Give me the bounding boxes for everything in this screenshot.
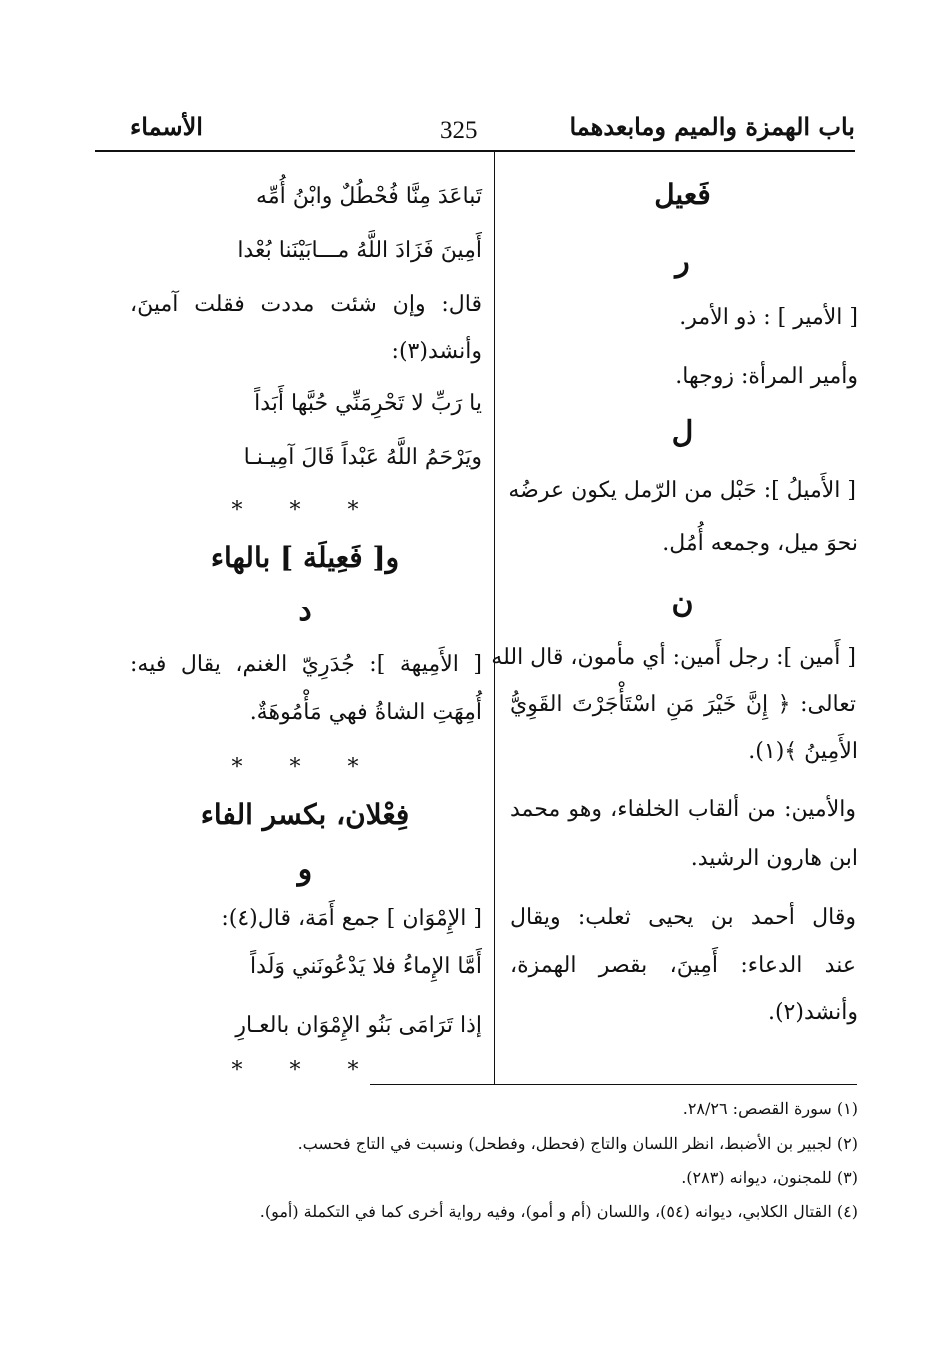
text-line-1: قال: وإن شئت مددت فقلت آمينَ، — [130, 292, 482, 317]
entry-amir: [ الأمير ] : ذو الأمر. — [679, 305, 858, 330]
separator-stars-3: * * * — [231, 1058, 379, 1083]
heading-filan: فِعْلان، بكسر الفاء — [200, 798, 410, 831]
column-divider — [494, 152, 495, 1085]
verse-1: تَباعَدَ مِنَّا فُحْطُلٌ وابْنُ أُمِّه — [256, 184, 482, 209]
chapter-title: باب الهمزة والميم ومابعدهما — [569, 112, 855, 141]
footnote-2: (٢) لجبير بن الأضبط، انظر اللسان والتاج (فحطل، وفطحل) ونسبت في التاج فحسب. — [297, 1134, 858, 1153]
entry-amir-woman: وأمير المرأة: زوجها. — [675, 364, 858, 389]
letter-dal: د — [298, 593, 312, 628]
entry-thalab-1: وقال أحمد بن يحيى ثعلب: ويقال — [510, 905, 856, 930]
verse-2: أَمِينَ فَزَادَ اللَّهُ مـــابَيْنَنا بُعْدا — [237, 238, 482, 263]
letter-ra: ر — [675, 244, 690, 279]
letter-lam: ل — [671, 415, 694, 450]
entry-amiha-2: أُمِهَتِ الشاةُ فهي مَأْمُوهَةٌ. — [249, 700, 482, 725]
separator-stars-1: * * * — [231, 498, 379, 523]
entry-amiha-1: [ الأَمِيهة ]: جُدَرِيّ الغنم، يقال فيه: — [130, 652, 482, 677]
page-number: 325 — [440, 117, 478, 144]
entry-thalab-2: عند الدعاء: أَمِينَ، بقصر الهمزة، — [510, 953, 856, 978]
text-line-2: وأنشد(٣): — [391, 339, 482, 364]
header-rule — [95, 150, 855, 152]
footnote-rule — [370, 1084, 857, 1085]
letter-nun: ن — [671, 585, 694, 620]
entry-imwan: [ الإِمْوَان ] جمع أَمَة، قال(٤): — [221, 906, 482, 931]
entry-amil-1: [ الأَميلُ ]: حَبْل من الرّمل يكون عرضُه — [508, 478, 856, 503]
entry-amin-2: تعالى: ﴿ إِنَّ خَيْرَ مَنِ اسْتَأْجَرْتَ القَوِيُّ — [510, 692, 856, 717]
verse-3: يا رَبِّ لا تَحْرِمَنِّي حُبَّها أَبَداً — [254, 391, 482, 416]
entry-thalab-3: وأنشد(٢). — [767, 1000, 858, 1025]
footnote-1: (١) سورة القصص: ٢٨/٢٦. — [682, 1099, 858, 1118]
heading-faeela: و[ فَعِيلَة ] بالهاء — [210, 541, 400, 574]
entry-amil-2: نحوَ ميل، وجمعه أُمُل. — [662, 531, 858, 556]
verse-4: ويَرْحَمُ اللَّهُ عَبْداً قَالَ آمِيـنـا — [243, 445, 482, 470]
section-title: الأسماء — [130, 112, 203, 141]
footnote-3: (٣) للمجنون، ديوانه (٢٨٣). — [681, 1168, 858, 1187]
footnote-4: (٤) القتال الكلابي، ديوانه (٥٤)، واللسان (أم و أمو)، وفيه رواية أخرى كما في التكملة (أمو). — [259, 1202, 858, 1221]
verse-6: إذا تَرَامَى بَنُو الإِمْوَان بالعـارِ — [235, 1013, 482, 1038]
separator-stars-2: * * * — [231, 755, 379, 780]
entry-alamin-1: والأمين: من ألقاب الخلفاء، وهو محمد — [510, 797, 856, 822]
entry-alamin-2: ابن هارون الرشيد. — [690, 846, 858, 871]
letter-waw: و — [297, 852, 313, 887]
heading-faeel: فَعيل — [654, 178, 711, 211]
entry-amin-3: الأَمِينُ ﴾(١). — [748, 739, 858, 764]
entry-amin-1: [ أَمين ]: رجل أَمين: أي مأمون، قال الله — [491, 645, 856, 670]
verse-5: أَمَّا الإِماءُ فلا يَدْعُونَني وَلَداً — [250, 954, 482, 979]
